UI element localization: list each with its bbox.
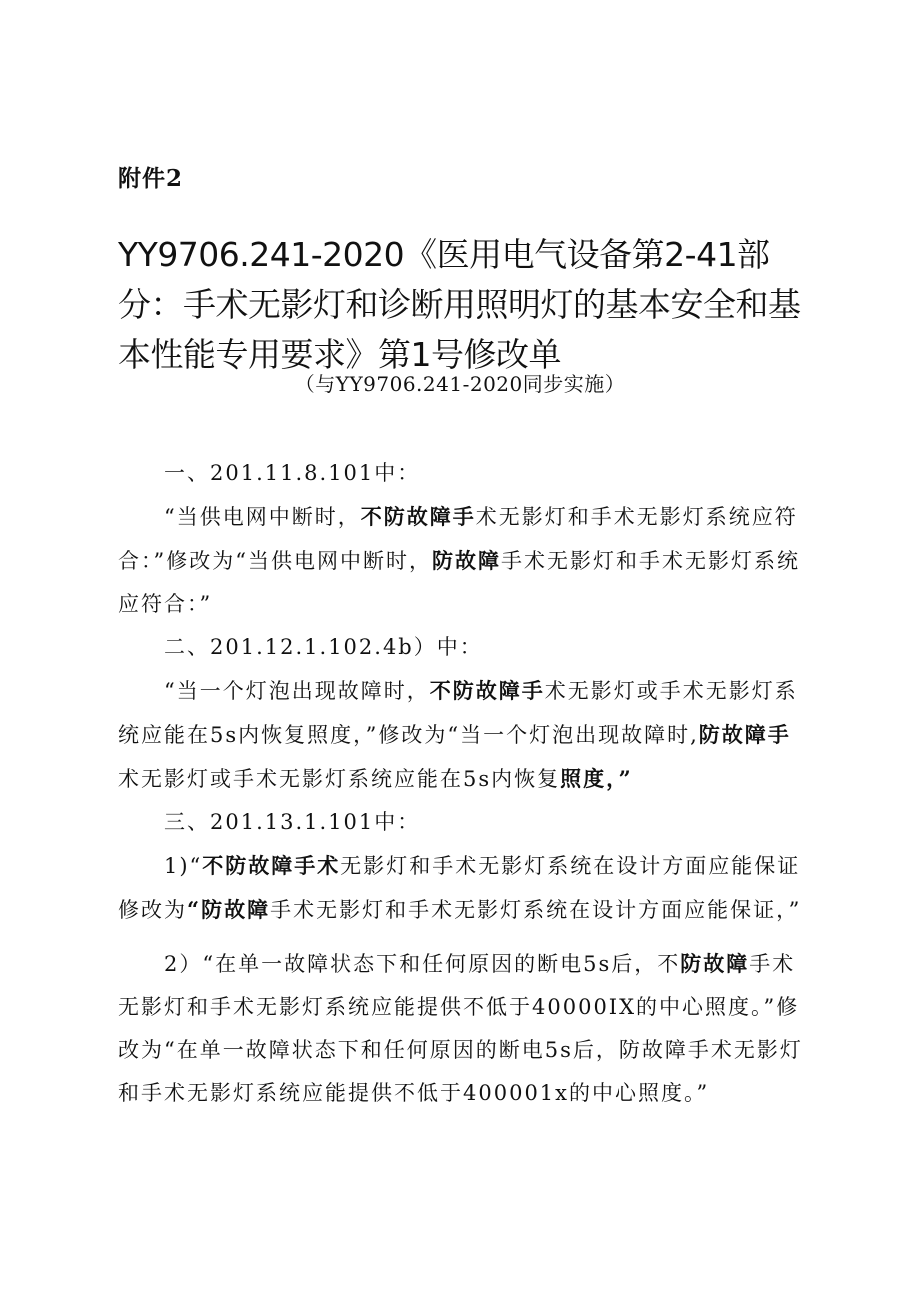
section-2-bold-a: 不防故障手 [429, 678, 545, 703]
section-3-item-2-bold-a: 防故障 [680, 951, 750, 976]
section-3-item-1-text-b: 无影灯和手术无影灯系统在设计方面应能保证修改为 [118, 854, 801, 922]
section-3-item-1-bold-b: “防故障 [187, 897, 271, 922]
section-3-item-1 [118, 844, 808, 932]
section-3-item-1-text-c: 手术无影灯和手术无影灯系统在设计方面应能保证，” [270, 898, 802, 922]
section-2-bold-c: 照度，” [560, 766, 633, 791]
section-1-text [118, 495, 808, 626]
section-2-text-c: 术无影灯或手术无影灯系统应能在5s内恢复 [118, 767, 561, 791]
section-2-bold-b: 防故障手 [698, 722, 791, 747]
section-2-text [118, 669, 808, 801]
section-1-text-c: 手术无影灯和手术无影灯系统应符合：” [118, 549, 800, 616]
section-2-heading: 二、201.12.1.102.4b）中： [164, 635, 483, 659]
document-title: YY9706.241-2020《医用电气设备第2-41部分：手术无影灯和诊断用照明灯的基本安全和基本性能专用要求》第1号修改单 [118, 235, 801, 374]
section-1-heading: 一、201.11.8.101中： [164, 461, 421, 485]
document-body [118, 452, 808, 1115]
section-3-heading: 三、201.13.1.101中： [164, 810, 421, 834]
attachment-label: 附件2 [118, 165, 184, 192]
section-1-text-a: “当供电网中断时， [164, 505, 361, 529]
section-3-item-2-text-a: 2）“在单一故障状态下和任何原因的断电5s后，不 [164, 952, 681, 976]
section-1-bold-b: 防故障 [431, 548, 501, 573]
section-3-item-1-text-a: 1)“ [164, 854, 203, 878]
section-1-text-b: 术无影灯和手术无影灯系统应符合：”修改为“当供电网中断时， [118, 505, 798, 573]
section-3-item-2 [118, 942, 808, 1115]
section-1-bold-a: 不防故障手 [360, 504, 476, 529]
section-2-text-a: “当一个灯泡出现故障时， [164, 679, 430, 703]
paragraph-gap [118, 932, 808, 942]
document-subtitle: （与YY9706.241-2020同步实施） [294, 372, 626, 396]
section-3-item-2-text-b: 手术无影灯和手术无影灯系统应能提供不低于40000IX的中心照度。”修改为“在单一故障状态下和任何原因的断电5s后，防故障手术无影灯和手术无影灯系统应能提供不低于400001x的中心照度。” [118, 952, 803, 1105]
section-2-text-b: 术无影灯或手术无影灯系统应能在5s内恢复照度，”修改为“当一个灯泡出现故障时, [118, 679, 798, 747]
section-3-item-1-bold-a: 不防故障手术 [202, 853, 341, 878]
